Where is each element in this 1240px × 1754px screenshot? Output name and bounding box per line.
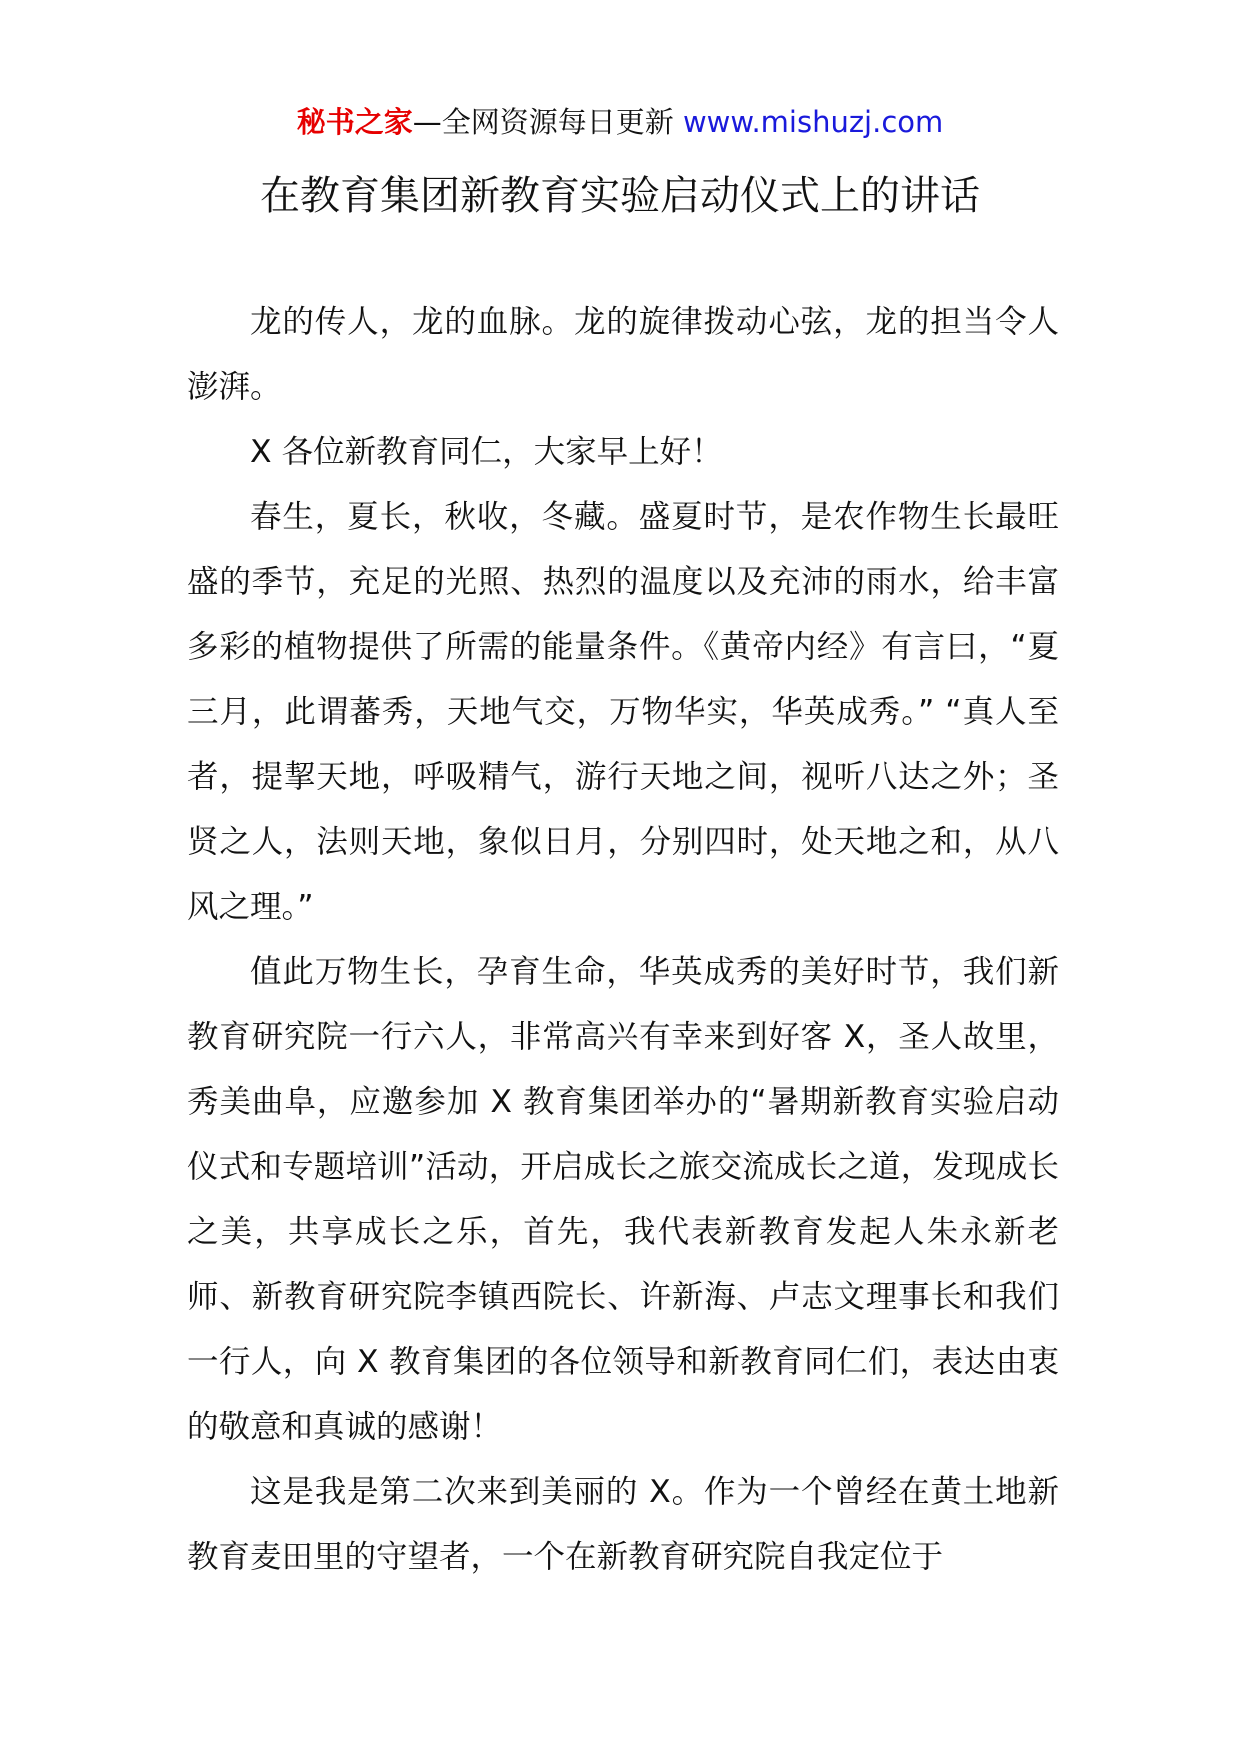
paragraph-second-visit: 这是我是第二次来到美丽的 X。作为一个曾经在黄土地新教育麦田里的守望者，一个在新教育研究院自我定位于 bbox=[187, 1474, 1059, 1575]
document-title: 在教育集团新教育实验启动仪式上的讲话 bbox=[260, 173, 980, 219]
paragraph-opening: 龙的传人，龙的血脉。龙的旋律拨动心弦，龙的担当令人澎湃。 bbox=[187, 304, 1059, 405]
site-header bbox=[0, 100, 1240, 144]
header-tagline: —全网资源每日更新 bbox=[412, 105, 674, 139]
brand-name: 秘书之家 bbox=[296, 105, 413, 139]
paragraph-thanks: 值此万物生长，孕育生命，华英成秀的美好时节，我们新教育研究院一行六人，非常高兴有幸来到好客 X，圣人故里，秀美曲阜，应邀参加 X 教育集团举办的“暑期新教育实验启动仪式和专题培训”活动，开启成长之旅交流成长之道，发现成长之美，共享成长之乐，首先，我代表新教育发起人朱永新老师、新教育研究院李镇西院长、许新海、卢志文理事长和我们一行人，向 X 教育集团的各位领导和新教育同仁们，表达由衷的敬意和真诚的感谢！ bbox=[187, 954, 1059, 1445]
document-body bbox=[187, 290, 1059, 1590]
site-url: www.mishuzj.com bbox=[682, 105, 944, 139]
paragraph-seasons: 春生，夏长，秋收，冬藏。盛夏时节，是农作物生长最旺盛的季节，充足的光照、热烈的温度以及充沛的雨水，给丰富多彩的植物提供了所需的能量条件。《黄帝内经》有言曰，“夏三月，此谓蕃秀，天地气交，万物华实，华英成秀。” “真人至者，提挈天地，呼吸精气，游行天地之间，视听八达之外；圣贤之人，法则天地，象似日月，分别四时，处天地之和，从八风之理。” bbox=[187, 499, 1059, 925]
paragraph-greeting: X 各位新教育同仁，大家早上好！ bbox=[250, 434, 723, 470]
